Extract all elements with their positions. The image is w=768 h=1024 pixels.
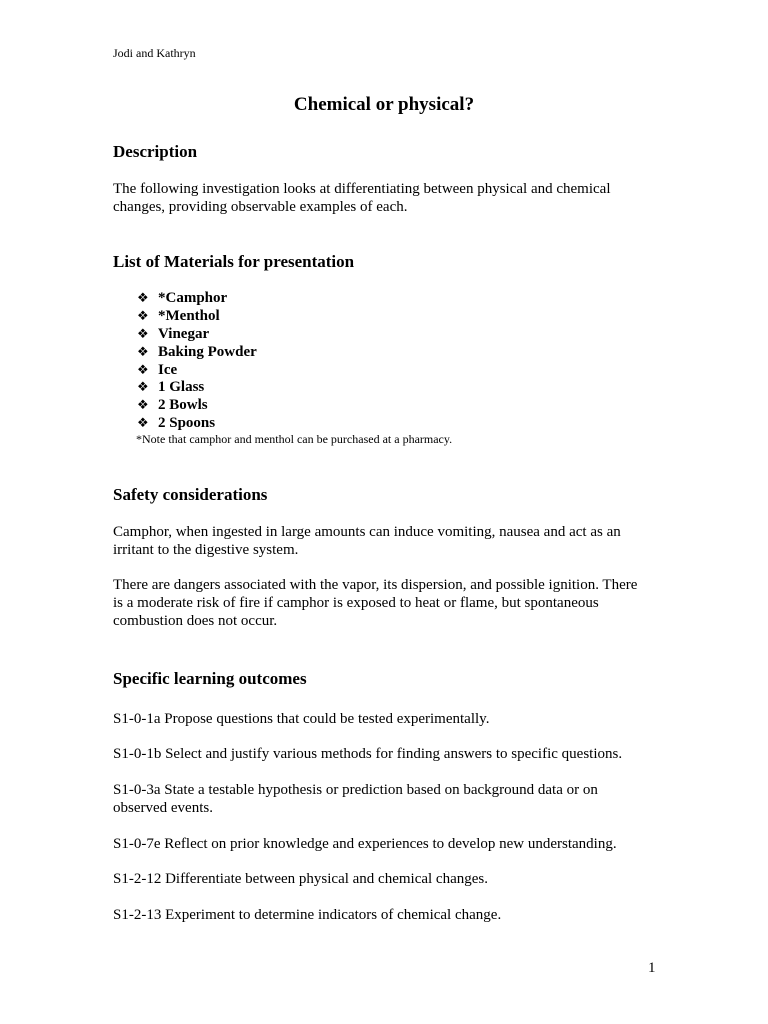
- description-line: The following investigation looks at differentiating between physical and chemical: [113, 181, 611, 197]
- list-item: [137, 414, 257, 432]
- outcome-item: [113, 835, 673, 853]
- description-text: [113, 180, 673, 216]
- list-item: [137, 378, 257, 396]
- material-label: 1 Glass: [158, 379, 205, 396]
- list-item: [137, 289, 257, 307]
- diamond-bullet-icon: ❖: [137, 361, 149, 377]
- outcome-item: [113, 781, 673, 817]
- materials-heading: List of Materials for presentation: [113, 252, 355, 271]
- outcome-item: [113, 870, 673, 888]
- safety-line: irritant to the digestive system.: [113, 542, 299, 558]
- materials-list: [137, 289, 257, 432]
- outcome-line: S1-0-1b Select and justify various methods for finding answers to specific questions.: [113, 746, 623, 762]
- diamond-bullet-icon: ❖: [137, 343, 149, 359]
- safety-line: Camphor, when ingested in large amounts can induce vomiting, nausea and act as an: [113, 524, 621, 540]
- description-line: changes, providing observable examples of each.: [113, 199, 408, 215]
- list-item: [137, 325, 257, 343]
- description-heading: Description: [113, 142, 198, 161]
- outcome-line: S1-2-13 Experiment to determine indicators of chemical change.: [113, 907, 502, 923]
- outcome-line: S1-0-7e Reflect on prior knowledge and experiences to develop new understanding.: [113, 836, 617, 852]
- author-line: Jodi and Kathryn: [113, 46, 196, 60]
- outcome-line: observed events.: [113, 800, 213, 816]
- outcome-line: S1-2-12 Differentiate between physical and chemical changes.: [113, 871, 488, 887]
- material-label: Vinegar: [158, 325, 210, 342]
- diamond-bullet-icon: ❖: [137, 379, 149, 395]
- list-item: [137, 343, 257, 361]
- outcome-item: [113, 906, 673, 924]
- material-label: 2 Bowls: [158, 397, 208, 414]
- safety-paragraph-1: [113, 523, 673, 559]
- material-label: Ice: [158, 361, 178, 378]
- diamond-bullet-icon: ❖: [137, 307, 149, 323]
- diamond-bullet-icon: ❖: [137, 397, 149, 413]
- diamond-bullet-icon: ❖: [137, 325, 149, 341]
- safety-line: combustion does not occur.: [113, 613, 278, 629]
- list-item: [137, 396, 257, 414]
- list-item: [137, 361, 257, 379]
- outcomes-heading: Specific learning outcomes: [113, 669, 307, 688]
- outcome-line: S1-0-3a State a testable hypothesis or prediction based on background data or on: [113, 782, 598, 798]
- outcome-item: [113, 710, 673, 728]
- material-label: *Camphor: [158, 290, 228, 306]
- safety-line: There are dangers associated with the vapor, its dispersion, and possible ignition. There: [113, 577, 638, 593]
- materials-note: *Note that camphor and menthol can be purchased at a pharmacy.: [136, 432, 453, 446]
- safety-line: is a moderate risk of fire if camphor is exposed to heat or flame, but spontaneous: [113, 595, 599, 611]
- safety-paragraph-2: [113, 576, 693, 630]
- outcome-item: [113, 745, 673, 763]
- page-title: Chemical or physical?: [293, 94, 475, 115]
- material-label: Baking Powder: [158, 343, 257, 360]
- list-item: [137, 307, 257, 325]
- diamond-bullet-icon: ❖: [137, 415, 149, 431]
- page-number: 1: [648, 960, 656, 976]
- diamond-bullet-icon: ❖: [137, 290, 149, 305]
- material-label: *Menthol: [158, 307, 220, 324]
- safety-heading: Safety considerations: [113, 485, 268, 504]
- outcome-line: S1-0-1a Propose questions that could be tested experimentally.: [113, 711, 490, 727]
- material-label: 2 Spoons: [158, 415, 216, 432]
